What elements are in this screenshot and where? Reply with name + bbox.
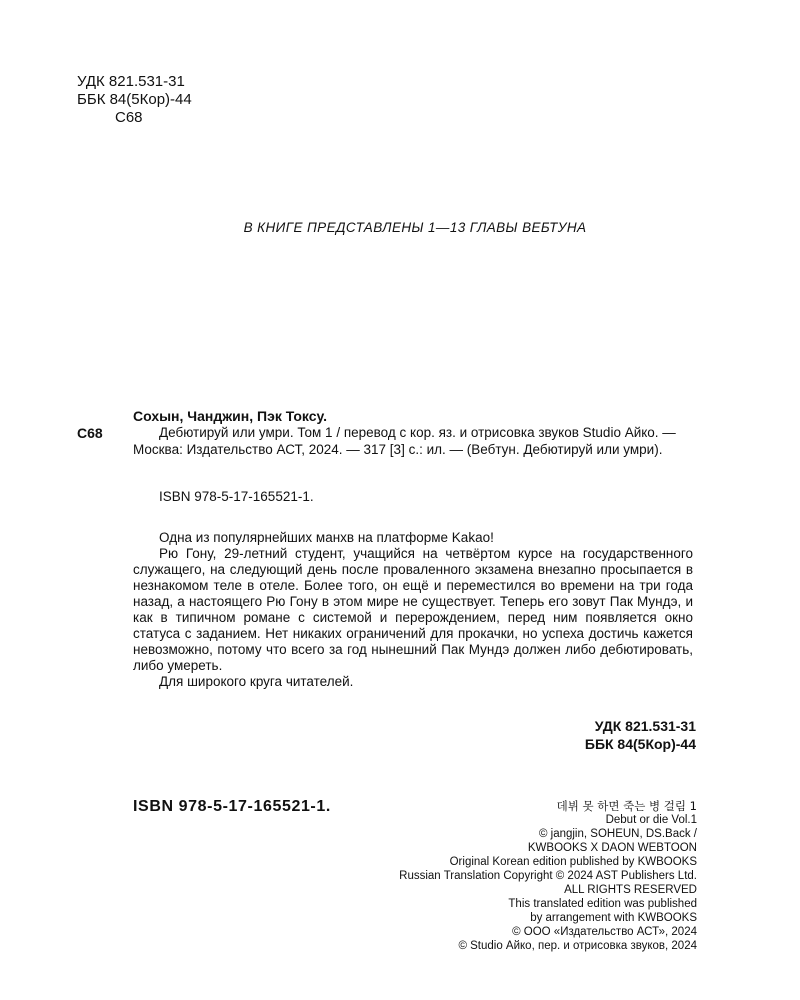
copyright-line: Russian Translation Copyright © 2024 AST Publishers Ltd. [399,870,697,882]
bottom-classification [585,717,696,753]
isbn-reference: ISBN 978-5-17-165521-1. [159,489,314,504]
udk-code: УДК 821.531-31 [77,73,185,90]
description-text: Дебютируй или умри. Том 1 / перевод с кор. яз. и отрисовка звуков Studio Айко. — Москва: Издательство АСТ, 2024. — 317 [3] с.: ил. — (Вебтун. Дебютируй или умри). [133,425,676,457]
isbn-bottom: ISBN 978-5-17-165521-1. [133,798,331,815]
author-sign: С68 [115,109,143,126]
annotation [133,530,693,690]
author-sign-code: С68 [77,425,103,441]
bbk-code-bottom: ББК 84(5Кор)-44 [584,736,696,752]
copyright-line: © ООО «Издательство АСТ», 2024 [512,926,697,938]
udk-code-bottom: УДК 821.531-31 [594,718,696,734]
copyright-line: KWBOOKS X DAON WEBTOON [527,842,697,854]
copyright-line: by arrangement with KWBOOKS [530,912,697,924]
copyright-line: © jangjin, SOHEUN, DS.Back / [538,828,697,840]
copyright-line: Original Korean edition published by KWBOOKS [449,856,697,868]
bbk-code: ББК 84(5Кор)-44 [77,91,192,108]
top-classification [77,73,192,127]
annotation-tagline: Одна из популярнейших манхв на платформе Kakao! [159,530,494,545]
chapters-note: В КНИГЕ ПРЕДСТАВЛЕНЫ 1—13 ГЛАВЫ ВЕБТУНА [243,220,587,235]
copyright-block [399,799,697,953]
copyright-line: Debut or die Vol.1 [605,814,697,826]
copyright-line: © Studio Айко, пер. и отрисовка звуков, 2024 [458,940,697,952]
copyright-line: 데뷔 못 하면 죽는 병 걸림 1 [556,799,697,813]
copyright-line: This translated edition was published [508,898,697,910]
annotation-synopsis: Рю Гону, 29-летний студент, учащийся на четвёртом курсе на государственного служащего, на следующий день после проваленного экзамена внезапно просыпается в незнакомом теле в отеле. Более того, он ещё и переместился во времени на три года назад, а настоящего Рю Гону в этом мире не существует. Теперь его зовут Пак Мундэ, и как в типичном романе с системой и перерождением, перед ним появляется окно статуса с заданием. Нет никаких ограничений для прокачки, но успеха достичь кажется невозможно, потому что всего за год нынешний Пак Мундэ должен либо дебютировать, либо умереть. [133,546,693,673]
bibliographic-description [133,424,693,458]
authors: Сохын, Чанджин, Пэк Токсу. [133,408,327,424]
copyright-line: ALL RIGHTS RESERVED [564,884,697,896]
annotation-audience: Для широкого круга читателей. [159,674,354,689]
